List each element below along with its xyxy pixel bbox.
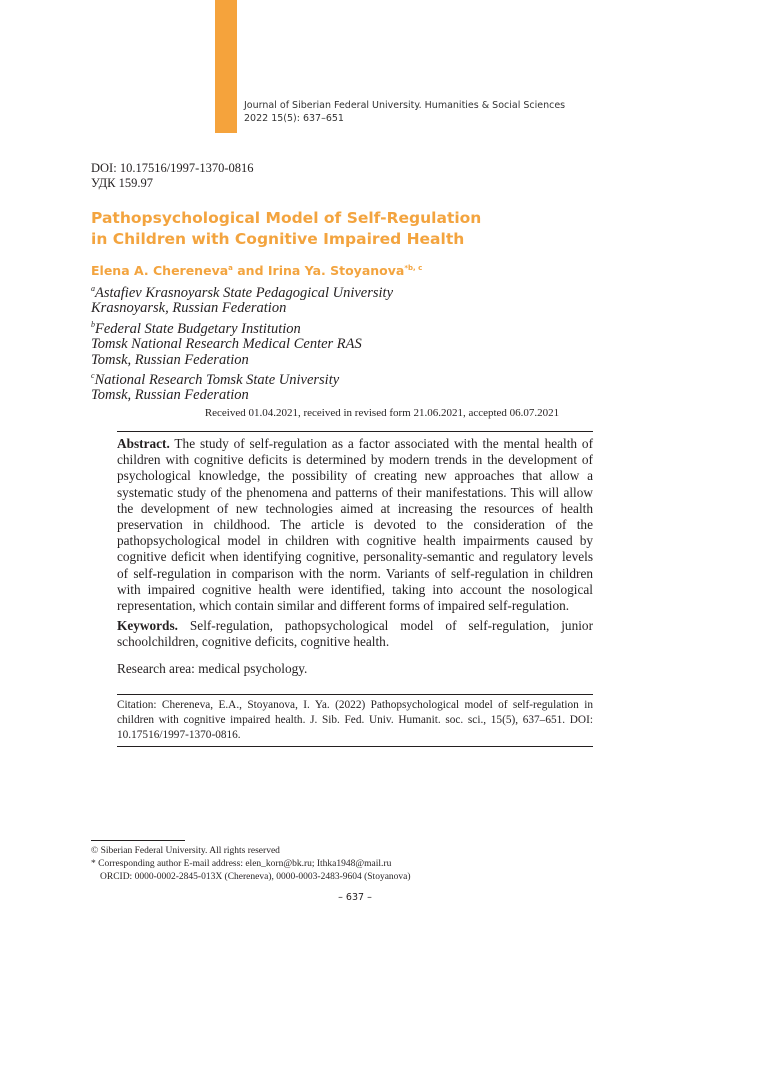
affiliation-line bbox=[91, 317, 393, 337]
orcid-note: ORCID: 0000-0002-2845-013X (Chereneva), 0000-0003-2483-9604 (Stoyanova) bbox=[100, 872, 411, 882]
journal-header bbox=[244, 99, 565, 125]
affil-text: Krasnoyarsk, Russian Federation bbox=[91, 300, 287, 317]
journal-name: Journal of Siberian Federal University. Humanities & Social Sciences bbox=[244, 100, 566, 111]
abstract bbox=[117, 436, 593, 614]
author-conjunction: and bbox=[232, 263, 268, 278]
citation-top-rule bbox=[117, 694, 593, 695]
orange-accent-bar bbox=[215, 0, 237, 133]
affil-mark: b bbox=[91, 319, 95, 329]
authors bbox=[91, 263, 422, 278]
keywords bbox=[117, 618, 593, 650]
keywords-text: Self-regulation, pathopsychological model of self-regulation, junior schoolchildren, cognitive deficits, cognitive health. bbox=[117, 618, 593, 650]
affil-text: Tomsk, Russian Federation bbox=[91, 387, 249, 404]
udk: УДК 159.97 bbox=[91, 176, 153, 190]
corresponding-author-note: * Corresponding author E-mail address: elen_korn@bk.ru; Ithka1948@mail.ru bbox=[91, 859, 392, 869]
abstract-top-rule bbox=[117, 431, 593, 432]
footnotes bbox=[91, 845, 411, 884]
received-dates: Received 01.04.2021, received in revised form 21.06.2021, accepted 06.07.2021 bbox=[204, 407, 560, 419]
keywords-label: Keywords. bbox=[117, 618, 178, 633]
affil-text: National Research Tomsk State University bbox=[94, 371, 340, 388]
research-area: Research area: medical psychology. bbox=[117, 661, 308, 676]
footnote-rule bbox=[91, 840, 185, 841]
doi: DOI: 10.17516/1997-1370-0816 bbox=[91, 161, 254, 175]
author-2: Irina Ya. Stoyanova bbox=[267, 263, 405, 278]
title-line-2: in Children with Cognitive Impaired Health bbox=[91, 230, 465, 248]
copyright-note: © Siberian Federal University. All rights reserved bbox=[91, 846, 280, 856]
affiliation-line bbox=[91, 388, 393, 404]
affiliations bbox=[91, 281, 393, 404]
page-number: – 637 – bbox=[338, 892, 372, 903]
abstract-text: The study of self-regulation as a factor associated with the mental health of children with cognitive deficits is determined by modern trends in the development of psychological knowledge, the possibility of creating new approaches that allow a systematic study of the phenomena and patterns of their manifestations. This will allow the development of new technologies aimed at increasing the resources of health preservation in childhood. The article is devoted to the consideration of the pathopsychological model in children with cognitive health impairments caused by cognitive deficit when identifying cognitive, personality-semantic and regulatory levels of self-regulation in comparison with the norm. Variants of self-regulation in children with impaired cognitive health were identified, taking into account the nosological representation, which contain similar and different forms of impaired self-regulation. bbox=[117, 436, 593, 614]
affiliation-line bbox=[91, 281, 393, 301]
affil-text: Federal State Budgetary Institution bbox=[95, 320, 301, 337]
affiliation-line bbox=[91, 368, 393, 388]
author-2-affil-mark: *b, c bbox=[404, 263, 423, 272]
citation-bottom-rule bbox=[117, 746, 593, 747]
affil-mark: a bbox=[91, 284, 95, 293]
article-identifiers bbox=[91, 161, 254, 191]
affil-text: Tomsk, Russian Federation bbox=[91, 351, 249, 368]
citation: Citation: Chereneva, E.A., Stoyanova, I. Ya. (2022) Pathopsychological model of self-regulation in children with cognitive impaired health. J. Sib. Fed. Univ. Humanit. soc. sci., 15(5), 637–651. DOI: 10.17516/1997-1370-0816. bbox=[117, 699, 593, 741]
journal-volume: 2022 15(5): 637–651 bbox=[244, 113, 344, 124]
affiliation-line bbox=[91, 301, 393, 317]
author-1-affil-mark: a bbox=[228, 263, 233, 272]
affil-text: Tomsk National Research Medical Center RAS bbox=[91, 336, 362, 353]
affil-mark: c bbox=[91, 371, 95, 381]
affiliation-line bbox=[91, 353, 393, 369]
article-title bbox=[91, 208, 611, 250]
affiliation-line bbox=[91, 337, 393, 353]
author-1: Elena A. Chereneva bbox=[91, 263, 229, 278]
title-line-1: Pathopsychological Model of Self-Regulation bbox=[91, 209, 482, 227]
affil-text: Astafiev Krasnoyarsk State Pedagogical University bbox=[95, 284, 394, 301]
abstract-label: Abstract. bbox=[117, 436, 170, 451]
